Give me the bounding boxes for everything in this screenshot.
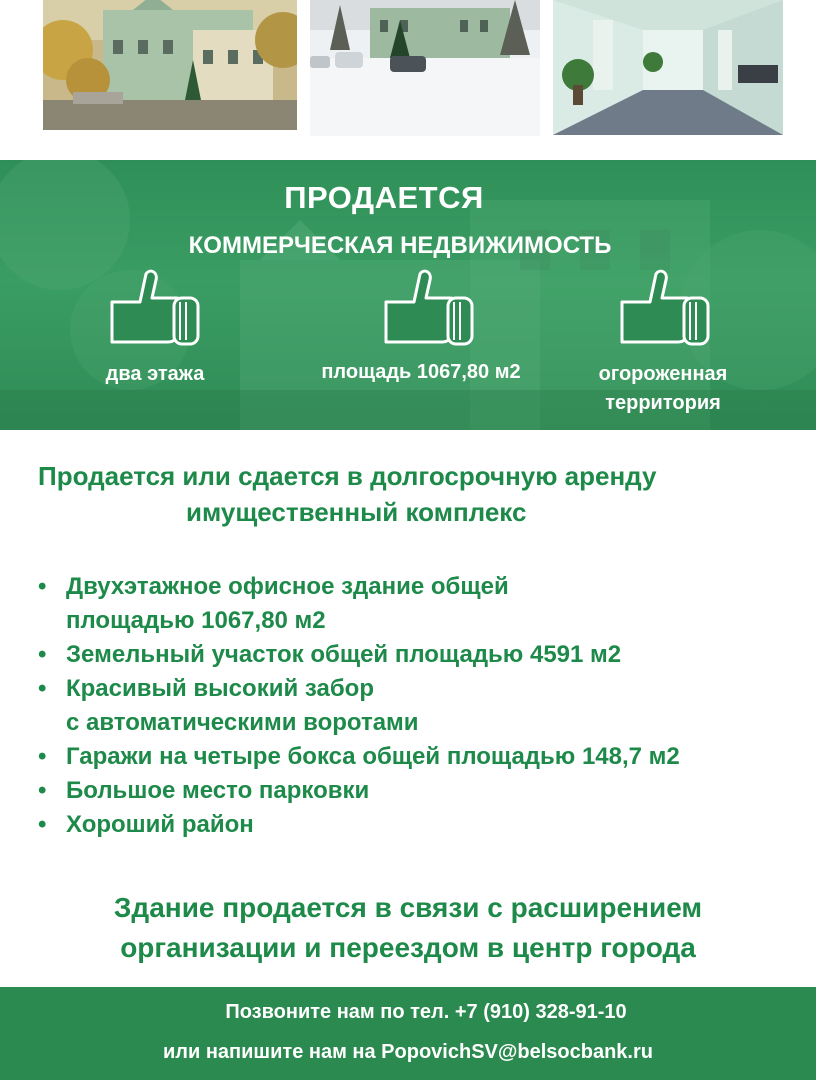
interior-corridor-photo (553, 0, 783, 135)
contact-footer (0, 987, 816, 1080)
headline-line1: Продается или сдается в долгосрочную аренду (38, 461, 657, 491)
building-autumn-photo (43, 0, 297, 130)
thumbs-up-icon (106, 268, 202, 348)
list-item: • Двухэтажное офисное здание общей площадью 1067,80 м2 (38, 570, 680, 638)
list-item: • Хороший район (38, 808, 680, 842)
banner-title: ПРОДАЕТСЯ (284, 180, 484, 215)
closing-line1: Здание продается в связи с расширением (113, 892, 703, 923)
feature-area: площадь 1067,80 м2 (321, 361, 521, 383)
feature-fenced-line1: огороженная (598, 363, 728, 385)
thumbs-up-icon (616, 268, 712, 348)
closing-statement (0, 888, 816, 968)
contact-email[interactable]: или напишите нам на PopovichSV@belsocbank.ru (163, 1041, 653, 1063)
feature-fenced-line2: территория (605, 392, 721, 414)
features-list (38, 570, 680, 842)
photo-strip (0, 0, 816, 160)
sale-banner (0, 160, 816, 430)
contact-phone[interactable]: Позвоните нам по тел. +7 (910) 328-91-10 (225, 1001, 627, 1023)
list-item: • Гаражи на четыре бокса общей площадью 148,7 м2 (38, 740, 680, 774)
building-winter-photo (310, 0, 540, 136)
list-item: • Красивый высокий забор с автоматическими воротами (38, 672, 680, 740)
feature-floors: два этажа (105, 363, 205, 385)
banner-subtitle: КОММЕРЧЕСКАЯ НЕДВИЖИМОСТЬ (188, 232, 612, 259)
thumbs-up-icon (380, 268, 476, 348)
list-item: • Большое место парковки (38, 774, 680, 808)
offer-headline (0, 458, 816, 530)
closing-line2: организации и переездом в центр города (120, 932, 696, 963)
feature-fenced-territory (570, 360, 756, 418)
list-item: • Земельный участок общей площадью 4591 м2 (38, 638, 680, 672)
headline-line2: имущественный комплекс (186, 497, 527, 527)
